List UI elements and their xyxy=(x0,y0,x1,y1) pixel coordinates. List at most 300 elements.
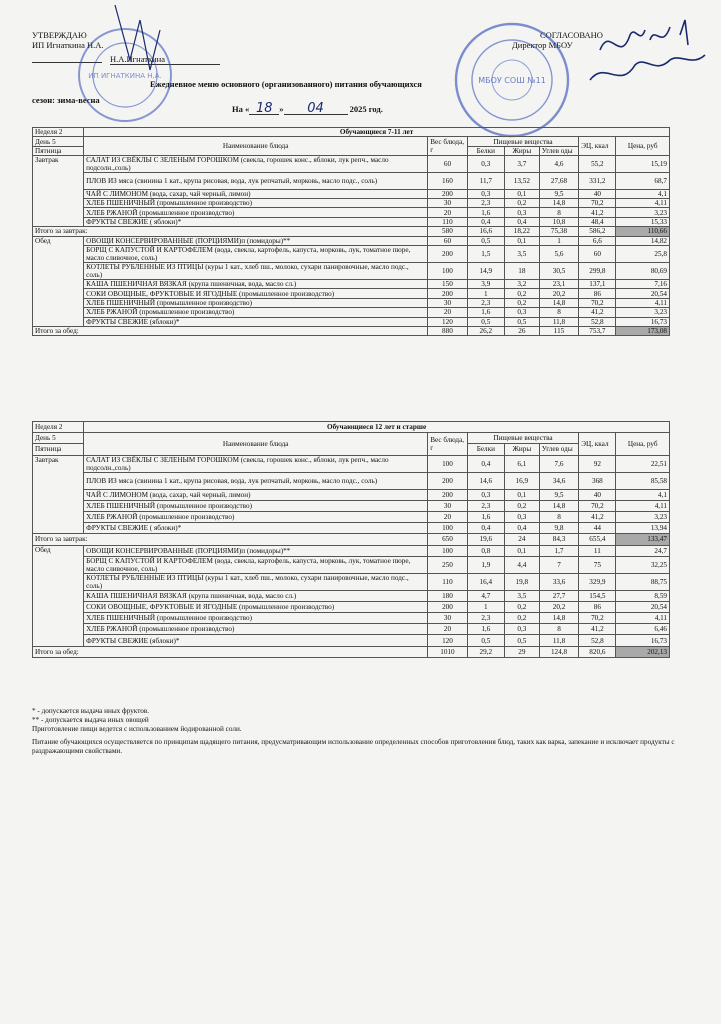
dish-row xyxy=(33,236,670,245)
price-column-header: Цена, руб xyxy=(616,137,670,156)
dish-row xyxy=(33,472,670,489)
right-signature-2 xyxy=(590,55,705,80)
dish-protein: 1,6 xyxy=(467,308,504,317)
meal-name: Обед xyxy=(33,236,84,326)
dish-weight: 120 xyxy=(428,317,468,326)
right-stamp xyxy=(430,5,720,145)
fat-column-header: Жиры xyxy=(504,444,539,455)
dish-fat: 16,9 xyxy=(504,472,539,489)
dish-weight: 110 xyxy=(428,573,468,590)
header-row xyxy=(33,137,670,146)
dish-price: 8,59 xyxy=(616,590,670,601)
dish-row xyxy=(33,263,670,280)
dish-carbs: 9,5 xyxy=(539,489,579,500)
left-stamp xyxy=(60,0,200,130)
date-year: 2025 год. xyxy=(349,104,383,114)
dish-protein: 0,5 xyxy=(467,317,504,326)
dish-name: БОРЩ С КАПУСТОЙ И КАРТОФЕЛЕМ (вода, свекла, картофель, капуста, морковь, лук, томатное пюре, масло сливочное, соль) xyxy=(84,246,428,263)
total-energy: 586,2 xyxy=(579,227,616,236)
total-carbs: 84,3 xyxy=(539,534,579,545)
note-gentle-diet: Питание обучающихся осуществляется по принципам щадящего питания, предусматривающим использование определенных способов приготовления блюд, таких как варка, запекание и исключает продукты с раздражающими свойствами. xyxy=(32,738,675,755)
dish-fat: 0,5 xyxy=(504,317,539,326)
dish-fat: 0,2 xyxy=(504,601,539,612)
dish-name: ХЛЕБ РЖАНОЙ (промышленное производство) xyxy=(84,511,428,522)
dish-fat: 0,3 xyxy=(504,624,539,635)
total-row xyxy=(33,227,670,236)
dish-energy: 331,2 xyxy=(579,173,616,190)
weekday-cell: Пятница xyxy=(33,146,84,155)
dish-price: 68,7 xyxy=(616,173,670,190)
total-energy: 655,4 xyxy=(579,534,616,545)
dish-weight: 60 xyxy=(428,156,468,173)
date-day: 18 xyxy=(249,104,279,115)
dish-carbs: 11,8 xyxy=(539,635,579,646)
meal-name: Завтрак xyxy=(33,156,84,227)
dish-name: САЛАТ ИЗ СВЁКЛЫ С ЗЕЛЕНЫМ ГОРОШКОМ (свекла, горошек конс., яблоки, лук репч., масло подсолн.,соль) xyxy=(84,156,428,173)
total-label: Итого за завтрак: xyxy=(33,227,428,236)
date-month: 04 xyxy=(284,104,348,115)
dish-name: ЧАЙ С ЛИМОНОМ (вода, сахар, чай черный, лимон) xyxy=(84,489,428,500)
dish-energy: 52,8 xyxy=(579,635,616,646)
dish-protein: 0,8 xyxy=(467,545,504,556)
approve-person: ИП Игнаткина Н.А. xyxy=(32,40,104,50)
dish-carbs: 23,1 xyxy=(539,280,579,289)
dish-price: 7,16 xyxy=(616,280,670,289)
total-row xyxy=(33,534,670,545)
dish-price: 3,23 xyxy=(616,511,670,522)
dish-fat: 0,1 xyxy=(504,489,539,500)
dish-row xyxy=(33,573,670,590)
dish-price: 3,23 xyxy=(616,308,670,317)
dish-name: ФРУКТЫ СВЕЖИЕ ( яблоки)* xyxy=(84,217,428,226)
dish-energy: 52,8 xyxy=(579,317,616,326)
dish-protein: 2,3 xyxy=(467,199,504,208)
fat-column-header: Жиры xyxy=(504,146,539,155)
dish-protein: 2,3 xyxy=(467,298,504,307)
week-cell: Неделя 2 xyxy=(33,128,84,137)
dish-energy: 154,5 xyxy=(579,590,616,601)
dish-name: ФРУКТЫ СВЕЖИЕ (яблоки)* xyxy=(84,635,428,646)
weight-column-header: Вес блюда, г xyxy=(428,433,468,455)
dish-energy: 368 xyxy=(579,472,616,489)
dish-energy: 70,2 xyxy=(579,199,616,208)
dish-row xyxy=(33,246,670,263)
dish-row xyxy=(33,199,670,208)
dish-row xyxy=(33,208,670,217)
dish-carbs: 20,2 xyxy=(539,601,579,612)
dish-fat: 13,52 xyxy=(504,173,539,190)
dish-price: 13,94 xyxy=(616,523,670,534)
total-protein: 26,2 xyxy=(467,326,504,335)
dish-energy: 41,2 xyxy=(579,511,616,522)
dish-weight: 30 xyxy=(428,613,468,624)
dish-price: 6,46 xyxy=(616,624,670,635)
dish-name: ХЛЕБ ПШЕНИЧНЫЙ (промышленное производство) xyxy=(84,298,428,307)
total-label: Итого за завтрак: xyxy=(33,534,428,545)
weekday-cell: Пятница xyxy=(33,444,84,455)
dish-price: 4,11 xyxy=(616,298,670,307)
dish-name: ПЛОВ ИЗ мяса (свинина 1 кат., крупа рисовая, вода, лук репчатый, морковь, масло подс., соль) xyxy=(84,472,428,489)
dish-carbs: 5,6 xyxy=(539,246,579,263)
dish-carbs: 10,8 xyxy=(539,217,579,226)
total-energy: 753,7 xyxy=(579,326,616,335)
dish-energy: 41,2 xyxy=(579,308,616,317)
dish-protein: 1,9 xyxy=(467,556,504,573)
dish-price: 25,8 xyxy=(616,246,670,263)
dish-row xyxy=(33,156,670,173)
dish-energy: 137,1 xyxy=(579,280,616,289)
dish-weight: 150 xyxy=(428,280,468,289)
dish-carbs: 7 xyxy=(539,556,579,573)
total-price: 110,66 xyxy=(616,227,670,236)
dish-price: 85,58 xyxy=(616,472,670,489)
dish-carbs: 20,2 xyxy=(539,289,579,298)
dish-weight: 200 xyxy=(428,289,468,298)
dish-protein: 0,3 xyxy=(467,189,504,198)
dish-protein: 3,9 xyxy=(467,280,504,289)
dish-energy: 41,2 xyxy=(579,624,616,635)
dish-weight: 180 xyxy=(428,590,468,601)
day-cell: День 5 xyxy=(33,137,84,146)
header-row xyxy=(33,422,670,433)
dish-price: 4,11 xyxy=(616,199,670,208)
dish-row xyxy=(33,523,670,534)
dish-carbs: 27,68 xyxy=(539,173,579,190)
dish-weight: 200 xyxy=(428,246,468,263)
carbs-column-header: Углев оды xyxy=(539,146,579,155)
dish-row xyxy=(33,556,670,573)
dish-carbs: 34,6 xyxy=(539,472,579,489)
total-label: Итого за обед: xyxy=(33,646,428,657)
dish-energy: 329,9 xyxy=(579,573,616,590)
dish-name: ПЛОВ ИЗ мяса (свинина 1 кат., крупа рисовая, вода, лук репчатый, морковь, масло подс., соль) xyxy=(84,173,428,190)
dish-protein: 1,6 xyxy=(467,208,504,217)
dish-weight: 30 xyxy=(428,298,468,307)
dish-carbs: 14,8 xyxy=(539,500,579,511)
dish-protein: 0,4 xyxy=(467,523,504,534)
dish-name: ЧАЙ С ЛИМОНОМ (вода, сахар, чай черный, лимон) xyxy=(84,189,428,198)
dish-row xyxy=(33,217,670,226)
right-stamp-text: МБОУ СОШ №11 xyxy=(478,76,546,85)
total-carbs: 75,38 xyxy=(539,227,579,236)
dish-carbs: 9,8 xyxy=(539,523,579,534)
dish-name: ХЛЕБ РЖАНОЙ (промышленное производство) xyxy=(84,308,428,317)
dish-price: 4,1 xyxy=(616,489,670,500)
left-stamp-text: ИП ИГНАТКИНА Н.А. xyxy=(88,72,162,80)
dish-weight: 20 xyxy=(428,208,468,217)
dish-name: СОКИ ОВОЩНЫЕ, ФРУКТОВЫЕ И ЯГОДНЫЕ (промышленное производство) xyxy=(84,601,428,612)
footnotes xyxy=(32,707,692,756)
dish-carbs: 1 xyxy=(539,236,579,245)
total-protein: 29,2 xyxy=(467,646,504,657)
total-price: 173,08 xyxy=(616,326,670,335)
menu-table-2 xyxy=(32,421,670,658)
dish-row xyxy=(33,489,670,500)
dish-weight: 250 xyxy=(428,556,468,573)
dish-name: САЛАТ ИЗ СВЁКЛЫ С ЗЕЛЕНЫМ ГОРОШКОМ (свекла, горошек конс., яблоки, лук репч., масло подсолн.,соль) xyxy=(84,455,428,472)
dish-protein: 1,5 xyxy=(467,246,504,263)
dish-name: КОТЛЕТЫ РУБЛЕННЫЕ ИЗ ПТИЦЫ (куры 1 кат., хлеб пш., молоко, сухари панировочные, масло подс., соль) xyxy=(84,573,428,590)
total-weight: 580 xyxy=(428,227,468,236)
dish-protein: 0,3 xyxy=(467,156,504,173)
dish-weight: 20 xyxy=(428,624,468,635)
dish-energy: 44 xyxy=(579,523,616,534)
dish-energy: 86 xyxy=(579,289,616,298)
dish-row xyxy=(33,298,670,307)
total-label: Итого за обед: xyxy=(33,326,428,335)
dish-fat: 0,2 xyxy=(504,289,539,298)
dish-protein: 1 xyxy=(467,601,504,612)
dish-fat: 0,4 xyxy=(504,217,539,226)
dish-fat: 0,4 xyxy=(504,523,539,534)
dish-energy: 11 xyxy=(579,545,616,556)
dish-row xyxy=(33,500,670,511)
dish-protein: 4,7 xyxy=(467,590,504,601)
dish-carbs: 27,7 xyxy=(539,590,579,601)
menu-table-1 xyxy=(32,127,670,336)
total-protein: 16,6 xyxy=(467,227,504,236)
dish-price: 16,73 xyxy=(616,317,670,326)
dish-name: БОРЩ С КАПУСТОЙ И КАРТОФЕЛЕМ (вода, свекла, картофель, капуста, морковь, лук, томатное пюре, масло сливочное, соль) xyxy=(84,556,428,573)
dish-fat: 0,2 xyxy=(504,613,539,624)
dish-price: 3,23 xyxy=(616,208,670,217)
name-column-header: Наименование блюда xyxy=(84,433,428,455)
dish-carbs: 8 xyxy=(539,511,579,522)
dish-energy: 6,6 xyxy=(579,236,616,245)
dish-carbs: 14,8 xyxy=(539,298,579,307)
dish-name: СОКИ ОВОЩНЫЕ, ФРУКТОВЫЕ И ЯГОДНЫЕ (промышленное производство) xyxy=(84,289,428,298)
dish-protein: 0,3 xyxy=(467,489,504,500)
protein-column-header: Белки xyxy=(467,146,504,155)
header-row xyxy=(33,128,670,137)
total-fat: 26 xyxy=(504,326,539,335)
dish-weight: 100 xyxy=(428,523,468,534)
total-weight: 880 xyxy=(428,326,468,335)
dish-carbs: 4,6 xyxy=(539,156,579,173)
dish-price: 15,33 xyxy=(616,217,670,226)
dish-row xyxy=(33,545,670,556)
total-row xyxy=(33,326,670,335)
menu-date xyxy=(232,101,383,116)
total-carbs: 115 xyxy=(539,326,579,335)
total-row xyxy=(33,646,670,657)
dish-fat: 0,1 xyxy=(504,189,539,198)
dish-fat: 18 xyxy=(504,263,539,280)
dish-carbs: 7,6 xyxy=(539,455,579,472)
dish-name: КАША ПШЕНИЧНАЯ ВЯЗКАЯ (крупа пшеничная, вода, масло сл.) xyxy=(84,280,428,289)
dish-energy: 70,2 xyxy=(579,298,616,307)
dish-protein: 0,4 xyxy=(467,455,504,472)
dish-weight: 30 xyxy=(428,199,468,208)
dish-row xyxy=(33,601,670,612)
dish-price: 4,11 xyxy=(616,613,670,624)
total-fat: 18,22 xyxy=(504,227,539,236)
dish-weight: 30 xyxy=(428,500,468,511)
dish-carbs: 14,8 xyxy=(539,613,579,624)
dish-protein: 2,3 xyxy=(467,613,504,624)
date-prefix: На « xyxy=(232,104,250,114)
dish-energy: 299,8 xyxy=(579,263,616,280)
dish-row xyxy=(33,590,670,601)
dish-fat: 4,4 xyxy=(504,556,539,573)
dish-weight: 100 xyxy=(428,455,468,472)
dish-weight: 60 xyxy=(428,236,468,245)
dish-row xyxy=(33,289,670,298)
season-label: сезон: зима-весна xyxy=(32,95,100,105)
dish-fat: 0,5 xyxy=(504,635,539,646)
group-header: Обучающиеся 12 лет и старше xyxy=(84,422,670,433)
dish-weight: 200 xyxy=(428,601,468,612)
dish-protein: 16,4 xyxy=(467,573,504,590)
dish-price: 4,11 xyxy=(616,500,670,511)
dish-carbs: 8 xyxy=(539,308,579,317)
dish-name: ХЛЕБ РЖАНОЙ (промышленное производство) xyxy=(84,624,428,635)
dish-energy: 40 xyxy=(579,489,616,500)
header-row xyxy=(33,433,670,444)
dish-energy: 75 xyxy=(579,556,616,573)
dish-price: 32,25 xyxy=(616,556,670,573)
carbs-column-header: Углев оды xyxy=(539,444,579,455)
dish-carbs: 30,5 xyxy=(539,263,579,280)
dish-weight: 160 xyxy=(428,173,468,190)
total-weight: 1010 xyxy=(428,646,468,657)
dish-energy: 86 xyxy=(579,601,616,612)
total-price: 133,47 xyxy=(616,534,670,545)
dish-energy: 60 xyxy=(579,246,616,263)
dish-weight: 110 xyxy=(428,217,468,226)
week-cell: Неделя 2 xyxy=(33,422,84,433)
approve-title: УТВЕРЖДАЮ xyxy=(32,30,87,40)
dish-fat: 0,2 xyxy=(504,298,539,307)
dish-row xyxy=(33,511,670,522)
nutrients-header: Пищевые вещества xyxy=(467,137,579,146)
dish-row xyxy=(33,624,670,635)
name-column-header: Наименование блюда xyxy=(84,137,428,156)
group-header: Обучающиеся 7-11 лет xyxy=(84,128,670,137)
dish-row xyxy=(33,317,670,326)
dish-fat: 3,5 xyxy=(504,590,539,601)
note-fruits: * - допускается выдача иных фруктов. xyxy=(32,707,150,715)
dish-weight: 200 xyxy=(428,189,468,198)
dish-price: 16,73 xyxy=(616,635,670,646)
dish-carbs: 9,5 xyxy=(539,189,579,198)
dish-protein: 14,6 xyxy=(467,472,504,489)
total-price: 202,13 xyxy=(616,646,670,657)
agree-title: СОГЛАСОВАНО xyxy=(540,30,603,40)
dish-price: 14,82 xyxy=(616,236,670,245)
dish-name: ФРУКТЫ СВЕЖИЕ (яблоки)* xyxy=(84,317,428,326)
dish-row xyxy=(33,189,670,198)
total-fat: 29 xyxy=(504,646,539,657)
total-energy: 820,6 xyxy=(579,646,616,657)
date-mid: » xyxy=(279,104,284,114)
dish-price: 20,54 xyxy=(616,601,670,612)
dish-protein: 1,6 xyxy=(467,624,504,635)
dish-protein: 14,9 xyxy=(467,263,504,280)
dish-energy: 70,2 xyxy=(579,500,616,511)
total-fat: 24 xyxy=(504,534,539,545)
dish-fat: 0,1 xyxy=(504,236,539,245)
dish-weight: 120 xyxy=(428,635,468,646)
weight-column-header: Вес блюда, г xyxy=(428,137,468,156)
dish-protein: 0,5 xyxy=(467,635,504,646)
dish-price: 88,75 xyxy=(616,573,670,590)
dish-energy: 41,2 xyxy=(579,208,616,217)
dish-protein: 11,7 xyxy=(467,173,504,190)
dish-name: КАША ПШЕНИЧНАЯ ВЯЗКАЯ (крупа пшеничная, вода, масло сл.) xyxy=(84,590,428,601)
protein-column-header: Белки xyxy=(467,444,504,455)
dish-row xyxy=(33,173,670,190)
dish-name: ХЛЕБ ПШЕНИЧНЫЙ (промышленное производство) xyxy=(84,613,428,624)
agree-person: Директор МБОУ xyxy=(512,40,573,50)
dish-name: ФРУКТЫ СВЕЖИЕ ( яблоки)* xyxy=(84,523,428,534)
dish-price: 22,51 xyxy=(616,455,670,472)
dish-weight: 200 xyxy=(428,489,468,500)
dish-weight: 20 xyxy=(428,511,468,522)
dish-name: ХЛЕБ ПШЕНИЧНЫЙ (промышленное производство) xyxy=(84,199,428,208)
dish-carbs: 8 xyxy=(539,208,579,217)
dish-row xyxy=(33,280,670,289)
dish-carbs: 8 xyxy=(539,624,579,635)
dish-name: КОТЛЕТЫ РУБЛЕННЫЕ ИЗ ПТИЦЫ (куры 1 кат., хлеб пш., молоко, сухари панировочные, масло подс., соль) xyxy=(84,263,428,280)
dish-protein: 1,6 xyxy=(467,511,504,522)
total-weight: 650 xyxy=(428,534,468,545)
energy-column-header: ЭЦ, ккал xyxy=(579,433,616,455)
dish-price: 4,1 xyxy=(616,189,670,198)
meal-name: Завтрак xyxy=(33,455,84,534)
nutrients-header: Пищевые вещества xyxy=(467,433,579,444)
dish-protein: 1 xyxy=(467,289,504,298)
dish-carbs: 14,8 xyxy=(539,199,579,208)
note-iodized-salt: Приготовление пищи ведется с использованием йодированной соли. xyxy=(32,725,242,733)
dish-energy: 70,2 xyxy=(579,613,616,624)
dish-energy: 55,2 xyxy=(579,156,616,173)
dish-energy: 48,4 xyxy=(579,217,616,226)
dish-name: ОВОЩИ КОНСЕРВИРОВАННЫЕ (ПОРЦИЯМИ)п (помидоры)** xyxy=(84,545,428,556)
dish-fat: 3,7 xyxy=(504,156,539,173)
energy-column-header: ЭЦ, ккал xyxy=(579,137,616,156)
dish-price: 20,54 xyxy=(616,289,670,298)
dish-name: ХЛЕБ ПШЕНИЧНЫЙ (промышленное производство) xyxy=(84,500,428,511)
dish-protein: 0,5 xyxy=(467,236,504,245)
dish-weight: 20 xyxy=(428,308,468,317)
dish-fat: 0,2 xyxy=(504,500,539,511)
dish-fat: 0,2 xyxy=(504,199,539,208)
note-vegetables: ** - допускается выдача иных овощей xyxy=(32,716,149,724)
dish-price: 15,19 xyxy=(616,156,670,173)
dish-row xyxy=(33,613,670,624)
dish-fat: 0,3 xyxy=(504,308,539,317)
right-signature xyxy=(600,20,688,50)
total-carbs: 124,8 xyxy=(539,646,579,657)
menu-title: Ежедневное меню основного (организованного) питания обучающихся xyxy=(150,79,422,89)
dish-price: 24,7 xyxy=(616,545,670,556)
dish-carbs: 11,8 xyxy=(539,317,579,326)
dish-carbs: 33,6 xyxy=(539,573,579,590)
meal-name: Обед xyxy=(33,545,84,646)
dish-price: 80,69 xyxy=(616,263,670,280)
dish-fat: 3,2 xyxy=(504,280,539,289)
dish-row xyxy=(33,308,670,317)
dish-carbs: 1,7 xyxy=(539,545,579,556)
dish-fat: 0,3 xyxy=(504,208,539,217)
dish-fat: 3,5 xyxy=(504,246,539,263)
dish-energy: 40 xyxy=(579,189,616,198)
dish-fat: 6,1 xyxy=(504,455,539,472)
approve-sign-name: Н.А.Игнаткина xyxy=(110,54,220,65)
dish-protein: 0,4 xyxy=(467,217,504,226)
price-column-header: Цена, руб xyxy=(616,433,670,455)
